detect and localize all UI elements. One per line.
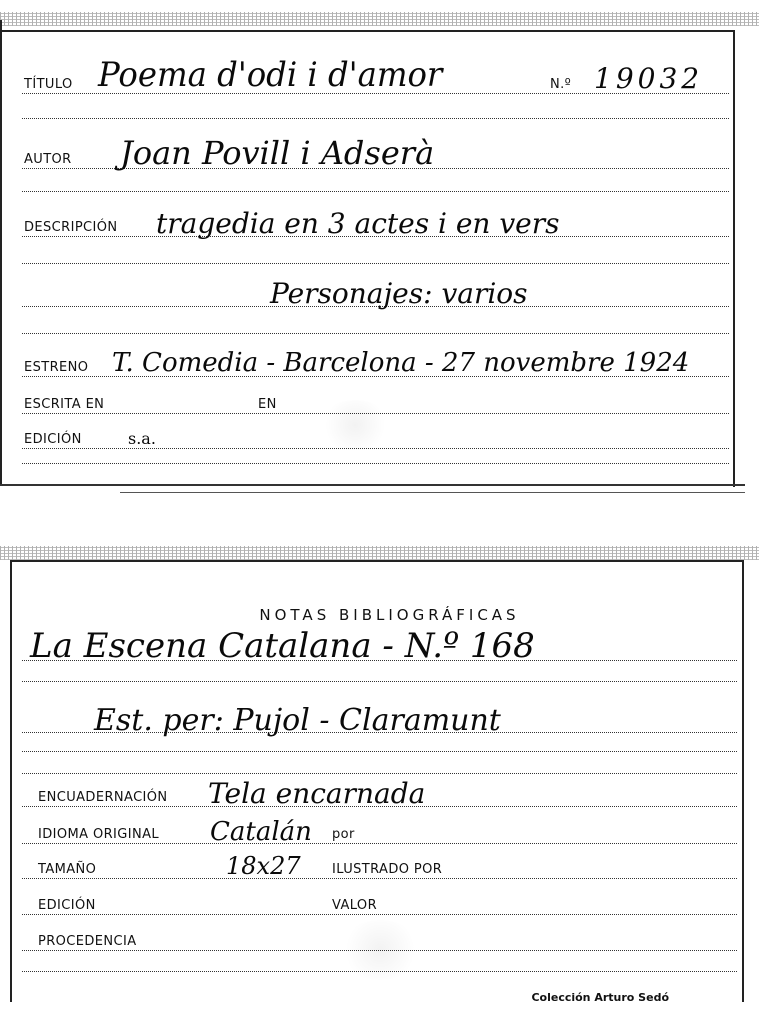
note-value-2: Est. per: Pujol - Claramunt: [94, 703, 501, 738]
estreno-label: ESTRENO: [24, 360, 89, 375]
card-bottom-edge-noise: [0, 546, 759, 560]
note-value-1: La Escena Catalana - N.º 168: [30, 626, 535, 666]
note-blank-line-3: [22, 772, 737, 774]
catalog-card-bottom: [0, 540, 759, 1028]
titulo-label: TÍTULO: [24, 77, 73, 92]
numero-value: 19032: [594, 62, 704, 95]
autor-row: [22, 134, 729, 172]
smudge-mark: [320, 400, 390, 450]
idioma-label: IDIOMA ORIGINAL: [38, 827, 160, 842]
titulo-row: [22, 55, 729, 95]
card-separator-line-2: [120, 492, 745, 493]
notas-heading: NOTAS BIBLIOGRÁFICAS: [259, 606, 520, 624]
descripcion-value: tragedia en 3 actes i en vers: [156, 207, 560, 240]
catalog-card-top: [0, 0, 759, 495]
note-blank-line-1: [22, 680, 737, 682]
titulo-value: Poema d'odi i d'amor: [98, 55, 443, 95]
autor-value: Joan Povill i Adserà: [120, 134, 435, 172]
descripcion-row: [22, 207, 729, 240]
descripcion-extra-row: [22, 277, 729, 310]
card-top-frame-right: [733, 32, 735, 487]
card-bottom-frame-left: [10, 562, 12, 1002]
tamano-row: [22, 852, 737, 880]
escrita-en-label-2: EN: [258, 397, 277, 412]
idioma-value: Catalán: [210, 817, 312, 847]
card-bottom-frame-right: [742, 562, 744, 1002]
smudge-mark-bottom: [340, 920, 420, 980]
note-row-2: [22, 703, 737, 738]
note-row-1: [22, 626, 737, 666]
edicion-bottom-row: [22, 896, 737, 915]
edicion-blank-line: [22, 462, 729, 464]
idioma-por-label: por: [332, 827, 355, 842]
collection-footer: Colección Arturo Sedó: [531, 991, 669, 1004]
note-blank-line-2: [22, 750, 737, 752]
edicion-label: EDICIÓN: [24, 432, 82, 447]
estreno-value: T. Comedia - Barcelona - 27 novembre 1924: [112, 348, 690, 378]
edicion-bottom-label: EDICIÓN: [38, 898, 96, 913]
encuadernacion-value: Tela encarnada: [208, 777, 426, 810]
autor-label: AUTOR: [24, 152, 72, 167]
card-top-frame-top: [0, 30, 735, 32]
tamano-label: TAMAÑO: [38, 862, 97, 877]
valor-label: VALOR: [332, 898, 377, 913]
tamano-value: 18x27: [226, 852, 301, 880]
card-separator-line: [0, 484, 745, 486]
encuadernacion-row: [22, 777, 737, 810]
edicion-value: s.a.: [128, 429, 156, 448]
card-top-edge-noise: [0, 12, 759, 26]
autor-blank-line: [22, 190, 729, 192]
procedencia-label: PROCEDENCIA: [38, 934, 137, 949]
card-top-frame-left: [0, 20, 2, 485]
idioma-row: [22, 817, 737, 847]
encuadernacion-label: ENCUADERNACIÓN: [38, 790, 168, 805]
numero-label: N.º: [550, 77, 572, 92]
escrita-en-label: ESCRITA EN: [24, 397, 105, 412]
ilustrado-label: ILUSTRADO POR: [332, 862, 443, 877]
card-bottom-frame-top: [10, 560, 744, 562]
descripcion-blank-line-2: [22, 332, 729, 334]
descripcion-label: DESCRIPCIÓN: [24, 220, 118, 235]
estreno-row: [22, 348, 729, 378]
descripcion-blank-line-1: [22, 262, 729, 264]
descripcion-extra-value: Personajes: varios: [270, 277, 528, 310]
titulo-blank-line: [22, 117, 729, 119]
